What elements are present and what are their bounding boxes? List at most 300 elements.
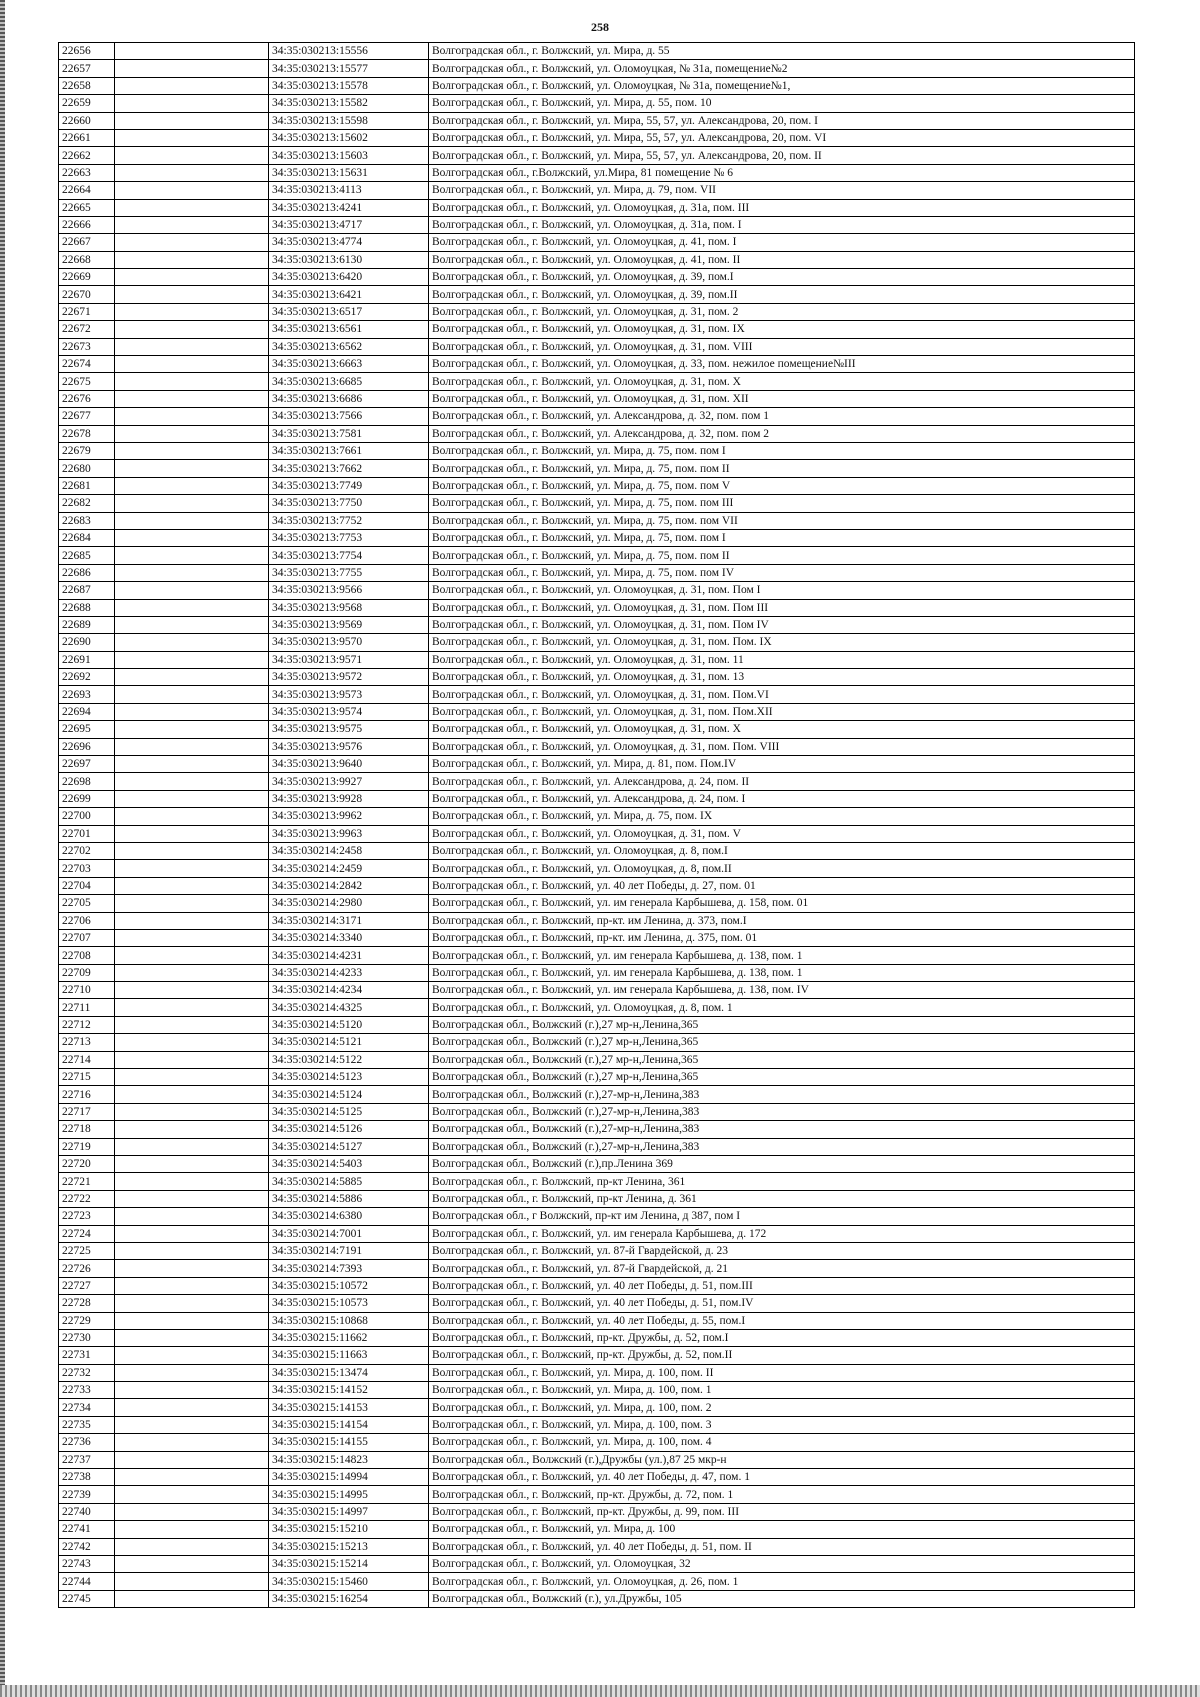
row-number-cell: 22673 (59, 338, 115, 355)
address-cell: Волгоградская обл., г. Волжский, пр-кт. Дружбы, д. 52, пом.II (429, 1347, 1135, 1364)
address-cell: Волгоградская обл., Волжский (г.),27-мр-н,Ленина,383 (429, 1103, 1135, 1120)
cadastral-number-cell: 34:35:030214:5126 (269, 1121, 429, 1138)
row-number-cell: 22687 (59, 582, 115, 599)
address-cell: Волгоградская обл., г. Волжский, ул. Оломоуцкая, д. 8, пом.I (429, 842, 1135, 859)
table-row (59, 756, 1135, 773)
table-row (59, 582, 1135, 599)
address-cell: Волгоградская обл., г. Волжский, ул. Оломоуцкая, д. 41, пом. II (429, 251, 1135, 268)
table-row (59, 321, 1135, 338)
cadastral-number-cell: 34:35:030213:7661 (269, 442, 429, 459)
cadastral-number-cell: 34:35:030215:15210 (269, 1521, 429, 1538)
cadastral-number-cell: 34:35:030213:6130 (269, 251, 429, 268)
address-cell: Волгоградская обл., Волжский (г.),27 мр-н,Ленина,365 (429, 1069, 1135, 1086)
table-row (59, 356, 1135, 373)
address-cell: Волгоградская обл., г. Волжский, ул. Оломоуцкая, д. 31, пом. 2 (429, 303, 1135, 320)
empty-cell (115, 669, 269, 686)
table-row (59, 1382, 1135, 1399)
table-row (59, 564, 1135, 581)
empty-cell (115, 1573, 269, 1590)
address-cell: Волгоградская обл., г. Волжский, пр-кт. Дружбы, д. 72, пом. 1 (429, 1486, 1135, 1503)
empty-cell (115, 1521, 269, 1538)
cadastral-number-cell: 34:35:030215:14152 (269, 1382, 429, 1399)
table-row (59, 877, 1135, 894)
empty-cell (115, 338, 269, 355)
address-cell: Волгоградская обл., г. Волжский, ул. Александрова, д. 32, пом. пом 2 (429, 425, 1135, 442)
row-number-cell: 22681 (59, 477, 115, 494)
row-number-cell: 22728 (59, 1295, 115, 1312)
address-cell: Волгоградская обл., г. Волжский, ул. Оломоуцкая, 32 (429, 1555, 1135, 1572)
table-row (59, 43, 1135, 60)
address-cell: Волгоградская обл., Волжский (г.),27-мр-н,Ленина,383 (429, 1138, 1135, 1155)
cadastral-number-cell: 34:35:030213:6517 (269, 303, 429, 320)
row-number-cell: 22660 (59, 112, 115, 129)
table-row (59, 1016, 1135, 1033)
cadastral-number-cell: 34:35:030213:6561 (269, 321, 429, 338)
address-cell: Волгоградская обл., г. Волжский, ул. Оломоуцкая, д. 31, пом. X (429, 373, 1135, 390)
table-row (59, 1469, 1135, 1486)
cadastral-number-cell: 34:35:030213:6562 (269, 338, 429, 355)
address-cell: Волгоградская обл., Волжский (г.),27 мр-н,Ленина,365 (429, 1034, 1135, 1051)
cadastral-number-cell: 34:35:030214:7001 (269, 1225, 429, 1242)
address-cell: Волгоградская обл., г. Волжский, пр-кт. Дружбы, д. 52, пом.I (429, 1329, 1135, 1346)
empty-cell (115, 1034, 269, 1051)
cadastral-number-cell: 34:35:030213:15603 (269, 147, 429, 164)
row-number-cell: 22657 (59, 60, 115, 77)
address-cell: Волгоградская обл., г. Волжский, ул. Мира, д. 55, пом. 10 (429, 95, 1135, 112)
empty-cell (115, 60, 269, 77)
address-cell: Волгоградская обл., Волжский (г.), ул.Дружбы, 105 (429, 1590, 1135, 1607)
address-cell: Волгоградская обл., Волжский (г.),Дружбы (ул.),87 25 мкр-н (429, 1451, 1135, 1468)
empty-cell (115, 877, 269, 894)
empty-cell (115, 756, 269, 773)
table-row (59, 425, 1135, 442)
address-cell: Волгоградская обл., г. Волжский, ул. Мира, д. 75, пом. пом VII (429, 512, 1135, 529)
empty-cell (115, 356, 269, 373)
address-cell: Волгоградская обл., Волжский (г.),27 мр-н,Ленина,365 (429, 1051, 1135, 1068)
cadastral-number-cell: 34:35:030215:10572 (269, 1277, 429, 1294)
scan-edge-bottom (0, 1685, 1200, 1697)
empty-cell (115, 547, 269, 564)
address-cell: Волгоградская обл., г. Волжский, ул. им генерала Карбышева, д. 138, пом. 1 (429, 964, 1135, 981)
address-cell: Волгоградская обл., г. Волжский, ул. Оломоуцкая, д. 31, пом. Пом. VIII (429, 738, 1135, 755)
address-cell: Волгоградская обл., г. Волжский, ул. Оломоуцкая, д. 31, пом. Пом III (429, 599, 1135, 616)
address-cell: Волгоградская обл., г. Волжский, ул. Александрова, д. 24, пом. II (429, 773, 1135, 790)
cadastral-number-cell: 34:35:030214:7393 (269, 1260, 429, 1277)
table-row (59, 234, 1135, 251)
row-number-cell: 22691 (59, 651, 115, 668)
address-cell: Волгоградская обл., г. Волжский, ул. Мира, 55, 57, ул. Александрова, 20, пом. VI (429, 129, 1135, 146)
table-row (59, 773, 1135, 790)
empty-cell (115, 1469, 269, 1486)
address-cell: Волгоградская обл., г. Волжский, ул. 40 лет Победы, д. 51, пом.IV (429, 1295, 1135, 1312)
table-row (59, 1069, 1135, 1086)
address-cell: Волгоградская обл., г. Волжский, ул. им генерала Карбышева, д. 138, пом. IV (429, 982, 1135, 999)
empty-cell (115, 425, 269, 442)
table-row (59, 1521, 1135, 1538)
table-row (59, 1590, 1135, 1607)
row-number-cell: 22745 (59, 1590, 115, 1607)
table-row (59, 1538, 1135, 1555)
empty-cell (115, 1486, 269, 1503)
table-row (59, 77, 1135, 94)
table-row (59, 251, 1135, 268)
cadastral-number-cell: 34:35:030215:10573 (269, 1295, 429, 1312)
row-number-cell: 22675 (59, 373, 115, 390)
empty-cell (115, 790, 269, 807)
address-cell: Волгоградская обл., г. Волжский, ул. Оломоуцкая, д. 26, пом. 1 (429, 1573, 1135, 1590)
cadastral-number-cell: 34:35:030215:14997 (269, 1503, 429, 1520)
cadastral-number-cell: 34:35:030214:2980 (269, 895, 429, 912)
table-row (59, 216, 1135, 233)
row-number-cell: 22711 (59, 999, 115, 1016)
empty-cell (115, 1260, 269, 1277)
row-number-cell: 22686 (59, 564, 115, 581)
row-number-cell: 22714 (59, 1051, 115, 1068)
empty-cell (115, 512, 269, 529)
address-cell: Волгоградская обл., г. Волжский, ул. Оломоуцкая, д. 31, пом. X (429, 721, 1135, 738)
address-cell: Волгоградская обл., г. Волжский, ул. Мира, д. 75, пом. пом II (429, 547, 1135, 564)
cadastral-number-cell: 34:35:030213:9640 (269, 756, 429, 773)
row-number-cell: 22718 (59, 1121, 115, 1138)
address-cell: Волгоградская обл., г. Волжский, ул. Оломоуцкая, д. 31, пом. Пом. IX (429, 634, 1135, 651)
table-row (59, 269, 1135, 286)
empty-cell (115, 982, 269, 999)
empty-cell (115, 1451, 269, 1468)
cadastral-number-cell: 34:35:030213:7662 (269, 460, 429, 477)
cadastral-number-cell: 34:35:030214:4234 (269, 982, 429, 999)
table-row (59, 1573, 1135, 1590)
cadastral-number-cell: 34:35:030213:7750 (269, 495, 429, 512)
cadastral-number-cell: 34:35:030213:9569 (269, 616, 429, 633)
cadastral-number-cell: 34:35:030213:7581 (269, 425, 429, 442)
cadastral-number-cell: 34:35:030213:7755 (269, 564, 429, 581)
table-row (59, 634, 1135, 651)
empty-cell (115, 1208, 269, 1225)
empty-cell (115, 912, 269, 929)
empty-cell (115, 1086, 269, 1103)
empty-cell (115, 495, 269, 512)
cadastral-number-cell: 34:35:030214:5122 (269, 1051, 429, 1068)
empty-cell (115, 251, 269, 268)
address-cell: Волгоградская обл., г. Волжский, ул. Мира, 55, 57, ул. Александрова, 20, пом. II (429, 147, 1135, 164)
cadastral-number-cell: 34:35:030213:9570 (269, 634, 429, 651)
table-row (59, 164, 1135, 181)
address-cell: Волгоградская обл., г. Волжский, ул. Мира, д. 75, пом. пом II (429, 460, 1135, 477)
table-row (59, 1312, 1135, 1329)
row-number-cell: 22667 (59, 234, 115, 251)
empty-cell (115, 808, 269, 825)
row-number-cell: 22679 (59, 442, 115, 459)
row-number-cell: 22726 (59, 1260, 115, 1277)
cadastral-number-cell: 34:35:030213:7566 (269, 408, 429, 425)
empty-cell (115, 842, 269, 859)
table-row (59, 1260, 1135, 1277)
table-row (59, 982, 1135, 999)
cadastral-number-cell: 34:35:030213:15556 (269, 43, 429, 60)
cadastral-number-cell: 34:35:030213:9571 (269, 651, 429, 668)
address-cell: Волгоградская обл., г Волжский, пр-кт им Ленина, д 387, пом I (429, 1208, 1135, 1225)
empty-cell (115, 999, 269, 1016)
empty-cell (115, 686, 269, 703)
table-row (59, 686, 1135, 703)
table-row (59, 408, 1135, 425)
table-row (59, 895, 1135, 912)
cadastral-number-cell: 34:35:030215:16254 (269, 1590, 429, 1607)
cadastral-number-cell: 34:35:030215:11663 (269, 1347, 429, 1364)
address-cell: Волгоградская обл., г. Волжский, ул. 40 лет Победы, д. 51, пом.III (429, 1277, 1135, 1294)
row-number-cell: 22698 (59, 773, 115, 790)
cadastral-number-cell: 34:35:030214:5403 (269, 1156, 429, 1173)
table-row (59, 338, 1135, 355)
address-cell: Волгоградская обл., г. Волжский, ул. Оломоуцкая, д. 31а, пом. III (429, 199, 1135, 216)
row-number-cell: 22690 (59, 634, 115, 651)
address-cell: Волгоградская обл., г. Волжский, ул. Оломоуцкая, д. 31, пом. 11 (429, 651, 1135, 668)
empty-cell (115, 599, 269, 616)
table-row (59, 842, 1135, 859)
table-row (59, 1156, 1135, 1173)
row-number-cell: 22709 (59, 964, 115, 981)
cadastral-number-cell: 34:35:030215:14155 (269, 1434, 429, 1451)
cadastral-number-cell: 34:35:030213:7749 (269, 477, 429, 494)
cadastral-number-cell: 34:35:030214:4233 (269, 964, 429, 981)
address-cell: Волгоградская обл., г. Волжский, ул. Оломоуцкая, д. 31, пом. XII (429, 390, 1135, 407)
table-row (59, 947, 1135, 964)
table-row (59, 721, 1135, 738)
row-number-cell: 22688 (59, 599, 115, 616)
table-row (59, 1399, 1135, 1416)
cadastral-number-cell: 34:35:030214:4325 (269, 999, 429, 1016)
empty-cell (115, 1156, 269, 1173)
address-cell: Волгоградская обл., г. Волжский, ул. Мира, д. 75, пом. пом IV (429, 564, 1135, 581)
cadastral-number-cell: 34:35:030214:4231 (269, 947, 429, 964)
address-cell: Волгоградская обл., г. Волжский, ул. Мира, 55, 57, ул. Александрова, 20, пом. I (429, 112, 1135, 129)
empty-cell (115, 1503, 269, 1520)
empty-cell (115, 147, 269, 164)
row-number-cell: 22668 (59, 251, 115, 268)
table-row (59, 999, 1135, 1016)
row-number-cell: 22713 (59, 1034, 115, 1051)
empty-cell (115, 95, 269, 112)
table-row (59, 1295, 1135, 1312)
empty-cell (115, 1416, 269, 1433)
cadastral-number-cell: 34:35:030213:9962 (269, 808, 429, 825)
address-cell: Волгоградская обл., Волжский (г.),пр.Ленина 369 (429, 1156, 1135, 1173)
row-number-cell: 22683 (59, 512, 115, 529)
empty-cell (115, 1016, 269, 1033)
table-row (59, 1138, 1135, 1155)
empty-cell (115, 43, 269, 60)
cadastral-number-cell: 34:35:030213:9927 (269, 773, 429, 790)
row-number-cell: 22674 (59, 356, 115, 373)
address-cell: Волгоградская обл., г. Волжский, пр-кт. Дружбы, д. 99, пом. III (429, 1503, 1135, 1520)
row-number-cell: 22736 (59, 1434, 115, 1451)
cadastral-number-cell: 34:35:030214:5121 (269, 1034, 429, 1051)
empty-cell (115, 529, 269, 546)
empty-cell (115, 1069, 269, 1086)
empty-cell (115, 1538, 269, 1555)
address-cell: Волгоградская обл., г. Волжский, пр-кт. им Ленина, д. 373, пом.I (429, 912, 1135, 929)
row-number-cell: 22715 (59, 1069, 115, 1086)
table-row (59, 390, 1135, 407)
address-cell: Волгоградская обл., г. Волжский, ул. 40 лет Победы, д. 55, пом.I (429, 1312, 1135, 1329)
empty-cell (115, 738, 269, 755)
empty-cell (115, 77, 269, 94)
table-row (59, 95, 1135, 112)
row-number-cell: 22729 (59, 1312, 115, 1329)
cadastral-number-cell: 34:35:030214:5124 (269, 1086, 429, 1103)
address-cell: Волгоградская обл., г. Волжский, ул. им генерала Карбышева, д. 172 (429, 1225, 1135, 1242)
row-number-cell: 22717 (59, 1103, 115, 1120)
row-number-cell: 22680 (59, 460, 115, 477)
table-row (59, 1555, 1135, 1572)
cadastral-number-cell: 34:35:030213:15582 (269, 95, 429, 112)
empty-cell (115, 651, 269, 668)
row-number-cell: 22678 (59, 425, 115, 442)
address-cell: Волгоградская обл., г. Волжский, ул. Оломоуцкая, д. 31, пом. Пом I (429, 582, 1135, 599)
cadastral-number-cell: 34:35:030213:6663 (269, 356, 429, 373)
cadastral-number-cell: 34:35:030213:4717 (269, 216, 429, 233)
table-row (59, 703, 1135, 720)
row-number-cell: 22731 (59, 1347, 115, 1364)
cadastral-number-cell: 34:35:030213:9574 (269, 703, 429, 720)
cadastral-number-cell: 34:35:030213:9568 (269, 599, 429, 616)
row-number-cell: 22712 (59, 1016, 115, 1033)
table-row (59, 1034, 1135, 1051)
address-cell: Волгоградская обл., г. Волжский, ул. Мира, д. 100, пом. 4 (429, 1434, 1135, 1451)
row-number-cell: 22665 (59, 199, 115, 216)
address-cell: Волгоградская обл., г. Волжский, ул. Мира, д. 100, пом. II (429, 1364, 1135, 1381)
cadastral-number-cell: 34:35:030213:15577 (269, 60, 429, 77)
address-cell: Волгоградская обл., г. Волжский, ул. им генерала Карбышева, д. 158, пом. 01 (429, 895, 1135, 912)
registry-table (58, 42, 1135, 1608)
empty-cell (115, 582, 269, 599)
address-cell: Волгоградская обл., г. Волжский, ул. 40 лет Победы, д. 51, пом. II (429, 1538, 1135, 1555)
cadastral-number-cell: 34:35:030213:9573 (269, 686, 429, 703)
table-row (59, 1364, 1135, 1381)
empty-cell (115, 390, 269, 407)
row-number-cell: 22659 (59, 95, 115, 112)
row-number-cell: 22658 (59, 77, 115, 94)
row-number-cell: 22720 (59, 1156, 115, 1173)
empty-cell (115, 1434, 269, 1451)
cadastral-number-cell: 34:35:030214:2842 (269, 877, 429, 894)
cadastral-number-cell: 34:35:030213:6686 (269, 390, 429, 407)
empty-cell (115, 564, 269, 581)
address-cell: Волгоградская обл., г. Волжский, ул. Оломоуцкая, № 31а, помещение№1, (429, 77, 1135, 94)
row-number-cell: 22733 (59, 1382, 115, 1399)
empty-cell (115, 286, 269, 303)
cadastral-number-cell: 34:35:030215:14154 (269, 1416, 429, 1433)
row-number-cell: 22741 (59, 1521, 115, 1538)
row-number-cell: 22722 (59, 1190, 115, 1207)
cadastral-number-cell: 34:35:030215:15214 (269, 1555, 429, 1572)
cadastral-number-cell: 34:35:030213:7753 (269, 529, 429, 546)
empty-cell (115, 216, 269, 233)
cadastral-number-cell: 34:35:030213:9963 (269, 825, 429, 842)
cadastral-number-cell: 34:35:030213:7752 (269, 512, 429, 529)
address-cell: Волгоградская обл., г. Волжский, ул. Александрова, д. 24, пом. I (429, 790, 1135, 807)
row-number-cell: 22704 (59, 877, 115, 894)
cadastral-number-cell: 34:35:030213:6420 (269, 269, 429, 286)
address-cell: Волгоградская обл., г. Волжский, ул. Оломоуцкая, д. 31, пом. V (429, 825, 1135, 842)
table-row (59, 182, 1135, 199)
address-cell: Волгоградская обл., г. Волжский, ул. Оломоуцкая, д. 31а, пом. I (429, 216, 1135, 233)
empty-cell (115, 1382, 269, 1399)
address-cell: Волгоградская обл., г. Волжский, ул. Мира, д. 100 (429, 1521, 1135, 1538)
address-cell: Волгоградская обл., г. Волжский, ул. Оломоуцкая, д. 8, пом.II (429, 860, 1135, 877)
cadastral-number-cell: 34:35:030215:14994 (269, 1469, 429, 1486)
table-row (59, 1173, 1135, 1190)
row-number-cell: 22732 (59, 1364, 115, 1381)
empty-cell (115, 929, 269, 946)
cadastral-number-cell: 34:35:030213:15602 (269, 129, 429, 146)
row-number-cell: 22735 (59, 1416, 115, 1433)
cadastral-number-cell: 34:35:030214:5127 (269, 1138, 429, 1155)
row-number-cell: 22697 (59, 756, 115, 773)
table-row (59, 1416, 1135, 1433)
row-number-cell: 22723 (59, 1208, 115, 1225)
cadastral-number-cell: 34:35:030214:2459 (269, 860, 429, 877)
table-row (59, 808, 1135, 825)
empty-cell (115, 1329, 269, 1346)
address-cell: Волгоградская обл., г. Волжский, ул. Оломоуцкая, д. 31, пом. Пом IV (429, 616, 1135, 633)
table-row (59, 512, 1135, 529)
row-number-cell: 22684 (59, 529, 115, 546)
address-cell: Волгоградская обл., г. Волжский, ул. Оломоуцкая, д. 33, пом. нежилое помещение№III (429, 356, 1135, 373)
row-number-cell: 22656 (59, 43, 115, 60)
empty-cell (115, 182, 269, 199)
row-number-cell: 22702 (59, 842, 115, 859)
empty-cell (115, 269, 269, 286)
address-cell: Волгоградская обл., г. Волжский, ул. 40 лет Победы, д. 27, пом. 01 (429, 877, 1135, 894)
cadastral-number-cell: 34:35:030215:14823 (269, 1451, 429, 1468)
table-row (59, 112, 1135, 129)
table-row (59, 964, 1135, 981)
address-cell: Волгоградская обл., г. Волжский, ул. Оломоуцкая, д. 41, пом. I (429, 234, 1135, 251)
table-row (59, 547, 1135, 564)
cadastral-number-cell: 34:35:030215:14995 (269, 1486, 429, 1503)
table-row (59, 1086, 1135, 1103)
cadastral-number-cell: 34:35:030215:13474 (269, 1364, 429, 1381)
row-number-cell: 22669 (59, 269, 115, 286)
row-number-cell: 22737 (59, 1451, 115, 1468)
address-cell: Волгоградская обл., г. Волжский, ул. Мира, д. 100, пом. 2 (429, 1399, 1135, 1416)
row-number-cell: 22716 (59, 1086, 115, 1103)
table-row (59, 599, 1135, 616)
row-number-cell: 22664 (59, 182, 115, 199)
table-row (59, 1225, 1135, 1242)
address-cell: Волгоградская обл., г. Волжский, ул. Мира, д. 100, пом. 3 (429, 1416, 1135, 1433)
row-number-cell: 22706 (59, 912, 115, 929)
row-number-cell: 22710 (59, 982, 115, 999)
address-cell: Волгоградская обл., г. Волжский, ул. Оломоуцкая, д. 31, пом. VIII (429, 338, 1135, 355)
table-row (59, 60, 1135, 77)
empty-cell (115, 1277, 269, 1294)
empty-cell (115, 1347, 269, 1364)
row-number-cell: 22694 (59, 703, 115, 720)
table-row (59, 1329, 1135, 1346)
address-cell: Волгоградская обл., г. Волжский, ул. Мира, д. 75, пом. IX (429, 808, 1135, 825)
table-row (59, 1347, 1135, 1364)
address-cell: Волгоградская обл., г. Волжский, пр-кт. им Ленина, д. 375, пом. 01 (429, 929, 1135, 946)
table-row (59, 460, 1135, 477)
scan-edge-left (0, 0, 5, 1697)
row-number-cell: 22721 (59, 1173, 115, 1190)
row-number-cell: 22670 (59, 286, 115, 303)
table-row (59, 912, 1135, 929)
cadastral-number-cell: 34:35:030215:10868 (269, 1312, 429, 1329)
cadastral-number-cell: 34:35:030213:15598 (269, 112, 429, 129)
